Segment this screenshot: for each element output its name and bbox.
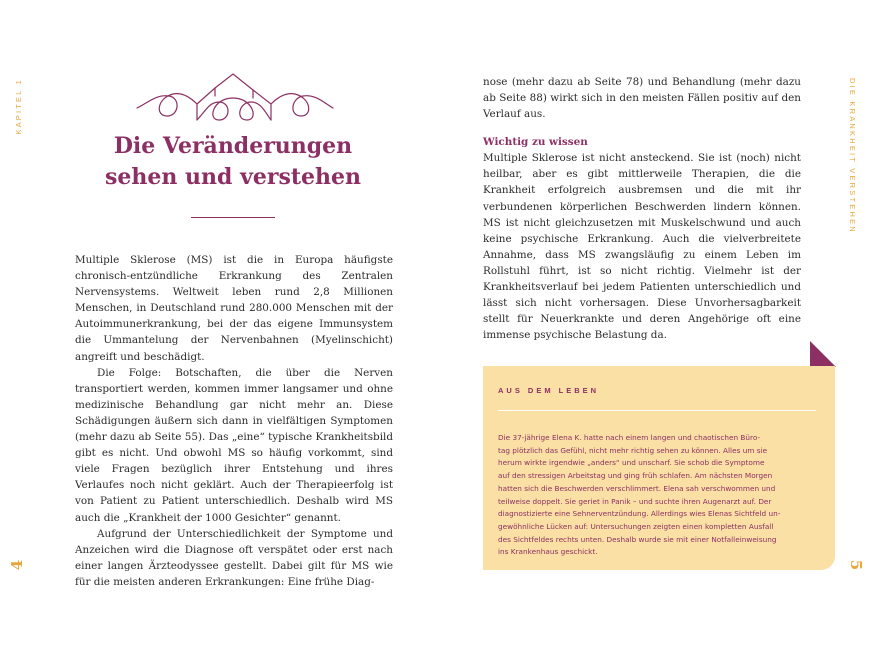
- chapter-title-line2: sehen und verstehen: [105, 164, 361, 190]
- right-page-body: [483, 74, 801, 343]
- body-paragraph: Die Folge: Botschaften, die über die Nerven transportiert werden, kommen immer langsamer und ohne medizinische Behandlung gar nicht mehr an. Diese Schädigungen äußern sich dann in vielfältigen Symptomen (mehr dazu ab Seite 55). Das „eine“ typische Krankheitsbild gibt es nicht. Und obwohl MS so häufig vorkommt, sind viele Fragen bezüglich ihrer Entstehung und ihres Verlaufes noch nicht geklärt. Auch der Therapieerfolg ist von Patient zu Patient unterschiedlich. Deshalb wird MS auch die „Krankheit der 1000 Gesichter“ genannt.: [75, 366, 393, 524]
- box-divider: [498, 410, 816, 411]
- box-label: AUS DEM LEBEN: [498, 386, 600, 395]
- chapter-title-line1: Die Veränderungen: [113, 133, 353, 159]
- box-line: herum wirkte irgendwie „anders“ und unscharf. Sie schob die Symptome: [498, 458, 765, 468]
- body-paragraph: Multiple Sklerose (MS) ist die in Europa häufigste chronisch-entzündliche Erkrankung des Zentralen Nervensystems. Weltweit leben rund 2,8 Millionen Menschen, in Deutschland rund 280.000 Menschen mit der Autoimmunerkrankung, bei der das eigene Immunsystem die Ummantelung der Nervenbahnen (Myelinschicht) angreift und beschädigt.: [75, 254, 393, 363]
- aus-dem-leben-box: [483, 366, 835, 570]
- body-paragraph: Multiple Sklerose ist nicht ansteckend. Sie ist (noch) nicht heilbar, aber es gibt mittlerweile Therapien, die die Krankheit erfolgreich ausbremsen und die mit ihr verbundenen körperlichen Beschwerden lindern können. MS ist nicht gleichzusetzen mit Muskelschwund und auch keine psychische Erkrankung. Auch die vielverbreitete Annahme, dass MS zwangsläufig zu einem Leben im Rollstuhl führt, ist so nicht richtig. Vielmehr ist der Krankheitsverlauf bei jedem Patienten unterschiedlich und lässt sich nicht vorhersagen. Diese Unvorhersagbarkeit stellt für Neuerkrankte und deren Angehörige oft eine immense psychische Belastung da.: [483, 152, 801, 342]
- chapter-title: [80, 131, 386, 193]
- title-divider: [191, 217, 275, 218]
- page-number-right: 5: [846, 559, 865, 571]
- box-line: tag plötzlich das Gefühl, nicht mehr richtig sehen zu können. Alles um sie: [498, 445, 768, 455]
- box-line: Die 37-jährige Elena K. hatte nach einem langen und chaotischen Büro-: [498, 433, 761, 442]
- page-number-left: 4: [8, 559, 27, 571]
- running-header-right: DIE KRANKHEIT VERSTEHEN: [848, 78, 857, 234]
- box-line: gewöhnliche Lücken auf: Untersuchungen zeigten einen kompletten Ausfall: [498, 521, 774, 531]
- running-header-left: KAPITEL 1: [14, 78, 23, 135]
- box-line: ins Krankenhaus geschickt.: [498, 547, 598, 557]
- body-paragraph: Aufgrund der Unterschiedlichkeit der Symptome und Anzeichen wird die Diagnose oft verspätet oder erst nach einer langen Ärzteodyssee gestellt. Dabei gilt für MS wie für die meisten anderen Erkrankungen: Eine frühe Diag-: [75, 527, 393, 588]
- continued-paragraph: nose (mehr dazu ab Seite 78) und Behandlung (mehr dazu ab Seite 88) wirkt sich in den meisten Fällen positiv auf den Verlauf aus.: [483, 76, 801, 121]
- box-corner-flag-icon: [810, 341, 836, 367]
- box-line: des Sichtfeldes rechts unten. Deshalb wurde sie mit einer Notfalleinweisung: [498, 534, 777, 544]
- house-ornament-icon: [135, 72, 335, 130]
- box-line: diagnostizierte eine Sehnerventzündung. Allerdings wies Elenas Sichtfeld un-: [498, 509, 781, 519]
- box-line: teilweise doppelt. Sie geriet in Panik – und suchte ihren Augenarzt auf. Der: [498, 496, 772, 506]
- box-line: auf den stressigen Arbeitstag und ging früh schlafen. Am nächsten Morgen: [498, 471, 773, 481]
- subheading-wichtig: Wichtig zu wissen: [483, 136, 588, 149]
- left-page-body: [75, 252, 393, 590]
- box-text: [498, 432, 820, 559]
- box-line: hatten sich die Beschwerden verschlimmert. Elena sah verschwommen und: [498, 483, 776, 493]
